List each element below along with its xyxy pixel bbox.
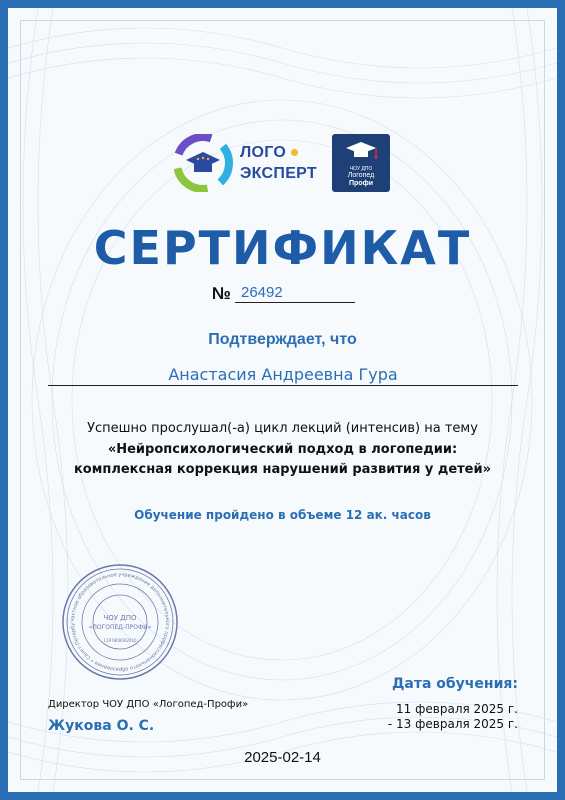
training-date-from: 11 февраля 2025 г. [396,702,518,716]
certificate-number: 26492 [235,285,355,303]
training-date-label: Дата обучения: [391,676,518,692]
course-topic-line1: «Нейропсихологический подход в логопедии: [107,442,458,457]
issue-date: 2025-02-14 [244,749,321,766]
logo-expert [174,134,324,192]
official-stamp [60,562,180,682]
course-topic-line2: комплексная коррекция нарушений развития у детей» [73,462,492,477]
stamp-reg-number: 1197800002610 [103,638,137,643]
logo-profi-line3: Профи [348,180,373,187]
logo-expert-line1: ЛОГО [240,144,287,161]
hours-text: Обучение пройдено в объеме 12 ак. часов [134,508,431,522]
logo-profi-line1: ЧОУ ДПО [349,166,373,172]
stamp-center-line1: ЧОУ ДПО [103,614,137,622]
recipient-name: Анастасия Андреевна Гура [48,366,518,386]
completed-text: Успешно прослушал(-а) цикл лекций (интенсив) на тему [87,421,478,436]
number-sign: № [212,284,231,303]
director-name: Жукова О. С. [48,718,155,734]
certificate-title: СЕРТИФИКАТ [93,221,472,275]
training-date-to: - 13 февраля 2025 г. [387,717,518,731]
logo-dot-icon [291,149,298,156]
course-topic [20,440,545,480]
stamp-center-line2: «ЛОГОПЕД-ПРОФИ» [88,624,152,631]
logo-expert-icon [174,134,234,192]
stamp-ring-text: Частное образовательное учреждение дополнительного профессионального образования • Санкт-Петербу [69,571,171,673]
director-title: Директор ЧОУ ДПО «Логопед-Профи» [48,699,249,710]
graduation-cap-icon [332,134,390,166]
logo-profi-line2: Логопед [347,172,375,179]
logo-expert-text [240,142,317,184]
logo-profi [332,134,390,192]
logo-expert-line2: ЭКСПЕРТ [240,165,317,182]
confirms-text: Подтверждает, что [208,331,357,348]
